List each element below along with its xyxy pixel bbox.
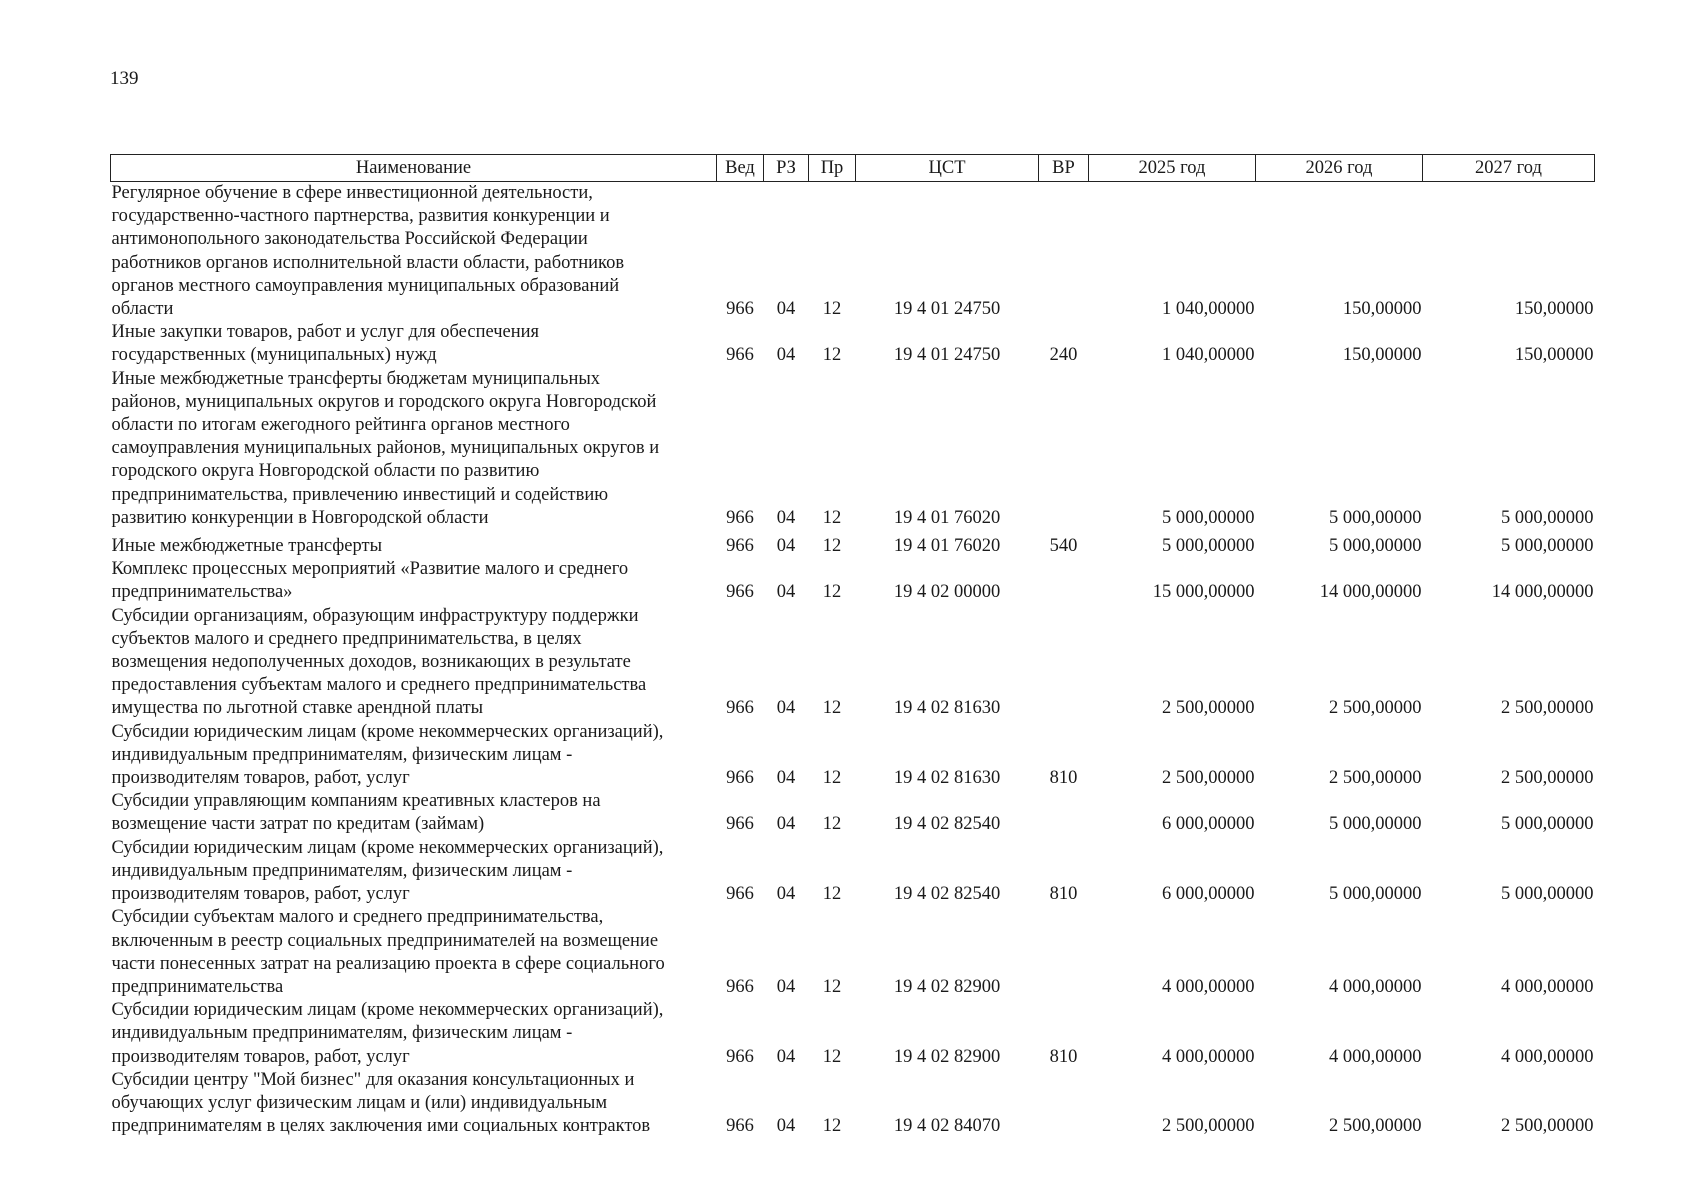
row-rz: 04: [776, 345, 796, 366]
table-row: [111, 999, 1595, 1069]
row-ved: 966: [726, 345, 754, 366]
row-vr: [1039, 1069, 1089, 1139]
row-cst: 19 4 02 84070: [893, 1116, 1001, 1137]
row-pr: 12: [822, 345, 842, 366]
row-2026: 150,00000: [1342, 299, 1422, 320]
row-cst: 19 4 02 81630: [893, 698, 1001, 719]
row-name: Комплекс процессных мероприятий «Развитие малого и среднего предпринимательства»: [111, 559, 629, 603]
row-cst: 19 4 02 81630: [893, 768, 1001, 789]
row-2027: 2 500,00000: [1501, 698, 1594, 719]
row-2025: 6 000,00000: [1162, 884, 1255, 905]
row-cst: 19 4 01 24750: [893, 345, 1001, 366]
row-2025: 1 040,00000: [1162, 345, 1255, 366]
table-row: [111, 530, 1595, 558]
row-rz: 04: [776, 299, 796, 320]
table-row: [111, 1069, 1595, 1139]
page-number: 139: [110, 68, 139, 89]
row-ved: 966: [726, 976, 754, 997]
row-2027: 4 000,00000: [1501, 976, 1594, 997]
row-ved: 966: [726, 299, 754, 320]
table-row: [111, 837, 1595, 907]
row-rz: 04: [776, 582, 796, 603]
header-2026: 2026 год: [1256, 155, 1423, 182]
row-vr: 540: [1049, 536, 1078, 557]
row-ved: 966: [726, 582, 754, 603]
row-2027: 5 000,00000: [1501, 814, 1594, 835]
header-2027: 2027 год: [1423, 155, 1595, 182]
row-cst: 19 4 01 76020: [893, 507, 1001, 528]
row-2025: 2 500,00000: [1162, 1116, 1255, 1137]
row-ved: 966: [726, 698, 754, 719]
row-2026: 2 500,00000: [1329, 698, 1422, 719]
row-2027: 5 000,00000: [1501, 507, 1594, 528]
row-rz: 04: [776, 507, 796, 528]
row-2026: 4 000,00000: [1329, 976, 1422, 997]
row-2027: 4 000,00000: [1501, 1046, 1594, 1067]
header-pr: Пр: [809, 155, 856, 182]
row-2027: 2 500,00000: [1501, 768, 1594, 789]
row-rz: 04: [776, 1046, 796, 1067]
row-name: Иные межбюджетные трансферты: [111, 536, 383, 557]
row-cst: 19 4 02 00000: [893, 582, 1001, 603]
row-2027: 5 000,00000: [1501, 884, 1594, 905]
row-rz: 04: [776, 698, 796, 719]
row-vr: 810: [1049, 884, 1078, 905]
row-ved: 966: [726, 884, 754, 905]
header-vr: ВР: [1039, 155, 1089, 182]
row-name: Субсидии юридическим лицам (кроме некоммерческих организаций), индивидуальным предпринимателям, физическим лицам - производителям товаров, работ, услуг: [111, 721, 664, 789]
table-header: [111, 155, 1595, 182]
row-vr: 240: [1049, 345, 1078, 366]
header-2025: 2025 год: [1089, 155, 1256, 182]
header-rz: РЗ: [764, 155, 809, 182]
row-2026: 5 000,00000: [1329, 884, 1422, 905]
row-name: Регулярное обучение в сфере инвестиционной деятельности, государственно-частного партнерства, развития конкуренции и антимонопольного законодательства Российской Федерации работников органов исполнительной власти области, работников органов местного самоуправления муниципальных образований области: [111, 183, 625, 320]
row-rz: 04: [776, 884, 796, 905]
row-vr: 810: [1049, 768, 1078, 789]
row-cst: 19 4 01 24750: [893, 299, 1001, 320]
row-cst: 19 4 02 82540: [893, 884, 1001, 905]
row-2026: 14 000,00000: [1319, 582, 1422, 603]
row-pr: 12: [822, 976, 842, 997]
row-2027: 5 000,00000: [1501, 536, 1594, 557]
row-rz: 04: [776, 1116, 796, 1137]
row-ved: 966: [726, 507, 754, 528]
row-cst: 19 4 01 76020: [893, 536, 1001, 557]
row-name: Субсидии юридическим лицам (кроме некоммерческих организаций), индивидуальным предпринимателям, физическим лицам - производителям товаров, работ, услуг: [111, 837, 664, 905]
row-pr: 12: [822, 814, 842, 835]
row-2026: 2 500,00000: [1329, 768, 1422, 789]
row-2025: 2 500,00000: [1162, 768, 1255, 789]
row-rz: 04: [776, 976, 796, 997]
table-body: [111, 182, 1595, 1139]
row-pr: 12: [822, 1046, 842, 1067]
row-rz: 04: [776, 814, 796, 835]
row-pr: 12: [822, 1116, 842, 1137]
row-cst: 19 4 02 82540: [893, 814, 1001, 835]
row-2026: 2 500,00000: [1329, 1116, 1422, 1137]
header-cst: ЦСТ: [856, 155, 1039, 182]
row-pr: 12: [822, 582, 842, 603]
table-row: [111, 790, 1595, 836]
table-row: [111, 558, 1595, 604]
row-ved: 966: [726, 536, 754, 557]
row-2026: 4 000,00000: [1329, 1046, 1422, 1067]
row-name: Субсидии организациям, образующим инфраструктуру поддержки субъектов малого и среднего предпринимательства, в целях возмещения недополученных доходов, возникающих в результате предоставления субъектам малого и среднего предпринимательства имущества по льготной ставке арендной платы: [111, 605, 647, 719]
row-vr: 810: [1049, 1046, 1078, 1067]
row-2026: 5 000,00000: [1329, 536, 1422, 557]
table-row: [111, 721, 1595, 791]
row-pr: 12: [822, 536, 842, 557]
row-2025: 5 000,00000: [1162, 536, 1255, 557]
row-2025: 6 000,00000: [1162, 814, 1255, 835]
row-vr: [1039, 605, 1089, 721]
header-ved: Вед: [717, 155, 764, 182]
row-vr: [1039, 790, 1089, 836]
row-vr: [1039, 558, 1089, 604]
row-pr: 12: [822, 884, 842, 905]
row-name: Субсидии центру "Мой бизнес" для оказания консультационных и обучающих услуг физическим лицам и (или) индивидуальным предпринимателям в целях заключения ими социальных контрактов: [111, 1069, 651, 1137]
row-ved: 966: [726, 768, 754, 789]
row-2026: 150,00000: [1342, 345, 1422, 366]
row-name: Иные закупки товаров, работ и услуг для обеспечения государственных (муниципальных) нужд: [111, 322, 540, 366]
row-pr: 12: [822, 507, 842, 528]
row-name: Иные межбюджетные трансферты бюджетам муниципальных районов, муниципальных округов и городского округа Новгородской области по итогам ежегодного рейтинга органов местного самоуправления муниципальных районов, муниципальных округов и городского округа Новгородской области по развитию предпринимательства, привлечению инвестиций и содействию развитию конкуренции в Новгородской области: [111, 368, 660, 528]
row-2027: 14 000,00000: [1491, 582, 1594, 603]
row-ved: 966: [726, 814, 754, 835]
row-2025: 5 000,00000: [1162, 507, 1255, 528]
row-pr: 12: [822, 299, 842, 320]
budget-table: [110, 154, 1595, 1138]
row-vr: [1039, 182, 1089, 322]
row-name: Субсидии управляющим компаниям креативных кластеров на возмещение части затрат по кредитам (займам): [111, 791, 601, 835]
table-row: [111, 368, 1595, 530]
row-2027: 150,00000: [1514, 299, 1594, 320]
table-row: [111, 321, 1595, 367]
row-2025: 4 000,00000: [1162, 976, 1255, 997]
row-2027: 2 500,00000: [1501, 1116, 1594, 1137]
row-2025: 2 500,00000: [1162, 698, 1255, 719]
row-pr: 12: [822, 698, 842, 719]
table-row: [111, 182, 1595, 322]
row-name: Субсидии субъектам малого и среднего предпринимательства, включенным в реестр социальных предпринимателей на возмещение части понесенных затрат на реализацию проекта в сфере социального предпринимательства: [111, 907, 665, 997]
table-row: [111, 605, 1595, 721]
row-cst: 19 4 02 82900: [893, 976, 1001, 997]
row-ved: 966: [726, 1046, 754, 1067]
row-2025: 4 000,00000: [1162, 1046, 1255, 1067]
row-ved: 966: [726, 1116, 754, 1137]
row-name: Субсидии юридическим лицам (кроме некоммерческих организаций), индивидуальным предпринимателям, физическим лицам - производителям товаров, работ, услуг: [111, 1000, 664, 1067]
row-2026: 5 000,00000: [1329, 814, 1422, 835]
table-row: [111, 906, 1595, 999]
row-2026: 5 000,00000: [1329, 507, 1422, 528]
row-rz: 04: [776, 768, 796, 789]
row-vr: [1039, 368, 1089, 530]
row-pr: 12: [822, 768, 842, 789]
row-2027: 150,00000: [1514, 345, 1594, 366]
row-vr: [1039, 906, 1089, 999]
row-rz: 04: [776, 536, 796, 557]
row-2025: 15 000,00000: [1152, 582, 1255, 603]
header-name: Наименование: [111, 155, 717, 182]
row-2025: 1 040,00000: [1162, 299, 1255, 320]
row-cst: 19 4 02 82900: [893, 1046, 1001, 1067]
